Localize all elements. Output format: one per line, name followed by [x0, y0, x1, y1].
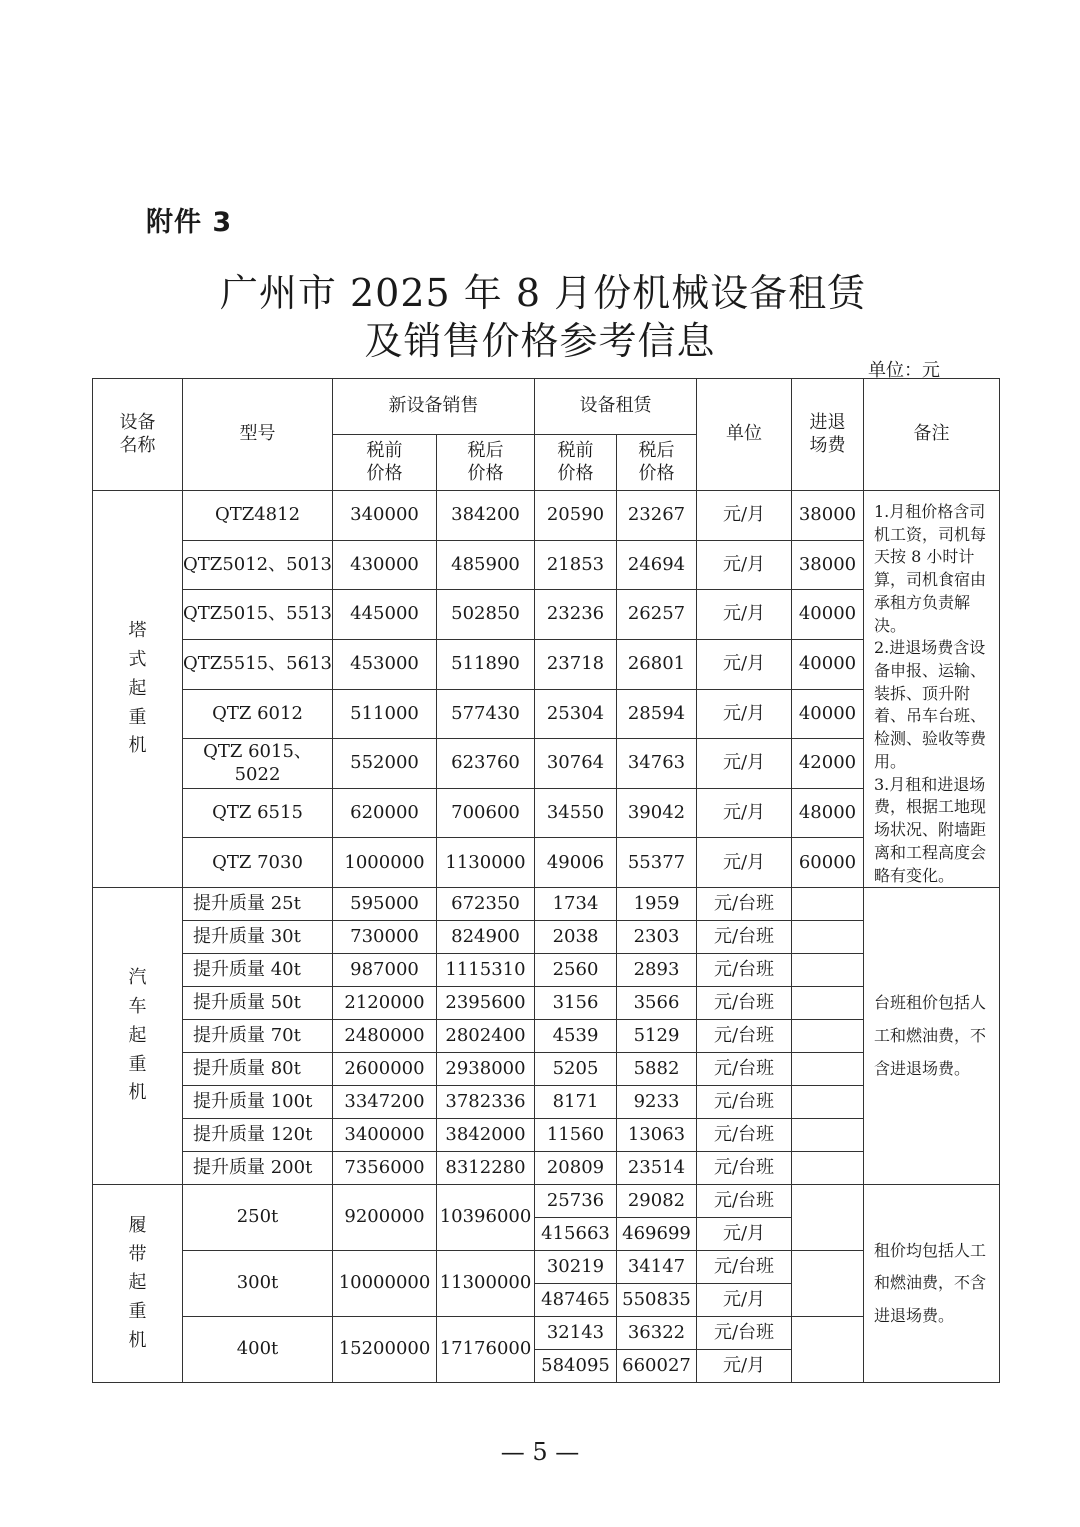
rent-pre-tax-cell: 34550 [535, 788, 617, 838]
table-row [93, 1086, 1000, 1119]
model-cell: QTZ 6015、5022 [183, 739, 333, 789]
header-remark: 备注 [864, 379, 1000, 491]
table-row [93, 1119, 1000, 1152]
header-equip-name: 设备 名称 [93, 379, 183, 491]
unit-cell: 元/台班 [697, 987, 792, 1020]
rent-post-tax-cell: 23267 [617, 491, 697, 541]
unit-cell: 元/台班 [697, 888, 792, 921]
rent-post-tax-cell: 55377 [617, 838, 697, 888]
page-title-line1: 广州市 2025 年 8 月份机械设备租赁 [219, 271, 867, 315]
sale-pre-tax-cell: 2600000 [333, 1053, 437, 1086]
rent-pre-tax-cell: 4539 [535, 1020, 617, 1053]
model-cell: QTZ5015、5513 [183, 590, 333, 640]
unit-cell: 元/月 [697, 739, 792, 789]
model-cell: 300t [183, 1251, 333, 1317]
sale-pre-tax-cell: 9200000 [333, 1185, 437, 1251]
sale-pre-tax-cell: 453000 [333, 639, 437, 689]
unit-cell: 元/台班 [697, 954, 792, 987]
sale-post-tax-cell: 8312280 [437, 1152, 535, 1185]
attachment-label: 附件 3 [146, 207, 233, 238]
price-table [92, 378, 1000, 1383]
rent-post-tax-cell: 28594 [617, 689, 697, 739]
entry-fee-cell: 48000 [792, 788, 864, 838]
rent-pre-tax-cell: 2560 [535, 954, 617, 987]
model-cell: 250t [183, 1185, 333, 1251]
rent-post-tax-cell: 2893 [617, 954, 697, 987]
remark-tower-crane: 1.月租价格含司机工资，司机每天按 8 小时计算，司机食宿由承租方负责解决。 2.进退场费含设备申报、运输、装拆、顶升附着、吊车台班、检测、验收等费用。 3.月租和进退场费，根据工地现场状况、附墙距离和工程高度会略有变化。 [864, 491, 1000, 888]
sale-post-tax-cell: 1130000 [437, 838, 535, 888]
unit-cell: 元/月 [697, 1350, 792, 1383]
sale-pre-tax-cell: 340000 [333, 491, 437, 541]
table-row [93, 1053, 1000, 1086]
table-row [93, 987, 1000, 1020]
header-model: 型号 [183, 379, 333, 491]
entry-fee-cell [792, 1053, 864, 1086]
entry-fee-cell [792, 1317, 864, 1383]
rent-pre-tax-cell: 20809 [535, 1152, 617, 1185]
entry-fee-cell [792, 987, 864, 1020]
rent-pre-tax-cell: 584095 [535, 1350, 617, 1383]
unit-cell: 元/月 [697, 540, 792, 590]
model-cell: 提升质量 40t [183, 954, 333, 987]
sale-pre-tax-cell: 511000 [333, 689, 437, 739]
table-row [93, 739, 1000, 789]
entry-fee-cell: 40000 [792, 689, 864, 739]
rent-pre-tax-cell: 5205 [535, 1053, 617, 1086]
sale-post-tax-cell: 485900 [437, 540, 535, 590]
model-cell: QTZ5012、5013 [183, 540, 333, 590]
model-cell: 提升质量 25t [183, 888, 333, 921]
sale-pre-tax-cell: 987000 [333, 954, 437, 987]
table-row [93, 954, 1000, 987]
unit-cell: 元/台班 [697, 1317, 792, 1350]
table-row [93, 1020, 1000, 1053]
table-body [93, 379, 1000, 1383]
rent-post-tax-cell: 23514 [617, 1152, 697, 1185]
sale-post-tax-cell: 10396000 [437, 1185, 535, 1251]
page-title-line2: 及销售价格参考信息 [364, 319, 716, 363]
rent-post-tax-cell: 1959 [617, 888, 697, 921]
entry-fee-cell [792, 1020, 864, 1053]
sale-pre-tax-cell: 7356000 [333, 1152, 437, 1185]
entry-fee-cell [792, 954, 864, 987]
table-row [93, 540, 1000, 590]
sale-pre-tax-cell: 2480000 [333, 1020, 437, 1053]
sale-pre-tax-cell: 430000 [333, 540, 437, 590]
unit-cell: 元/月 [697, 491, 792, 541]
model-cell: 400t [183, 1317, 333, 1383]
unit-cell: 元/月 [697, 838, 792, 888]
table-row [93, 788, 1000, 838]
sale-pre-tax-cell: 15200000 [333, 1317, 437, 1383]
entry-fee-cell [792, 888, 864, 921]
sale-post-tax-cell: 384200 [437, 491, 535, 541]
model-cell: QTZ 6012 [183, 689, 333, 739]
header-sale-post-tax: 税后 价格 [437, 435, 535, 491]
remark-truck-crane: 台班租价包括人工和燃油费，不含进退场费。 [864, 888, 1000, 1185]
entry-fee-cell: 38000 [792, 491, 864, 541]
rent-pre-tax-cell: 2038 [535, 921, 617, 954]
sale-post-tax-cell: 3782336 [437, 1086, 535, 1119]
category-tower-crane: 塔 式 起 重 机 [93, 491, 183, 888]
rent-post-tax-cell: 13063 [617, 1119, 697, 1152]
rent-pre-tax-cell: 415663 [535, 1218, 617, 1251]
sale-pre-tax-cell: 620000 [333, 788, 437, 838]
table-row [93, 838, 1000, 888]
unit-cell: 元/台班 [697, 1020, 792, 1053]
sale-pre-tax-cell: 445000 [333, 590, 437, 640]
entry-fee-cell [792, 1251, 864, 1317]
rent-post-tax-cell: 2303 [617, 921, 697, 954]
rent-post-tax-cell: 29082 [617, 1185, 697, 1218]
model-cell: 提升质量 200t [183, 1152, 333, 1185]
sale-post-tax-cell: 2395600 [437, 987, 535, 1020]
sale-post-tax-cell: 2938000 [437, 1053, 535, 1086]
sale-post-tax-cell: 511890 [437, 639, 535, 689]
entry-fee-cell: 40000 [792, 639, 864, 689]
sale-pre-tax-cell: 3347200 [333, 1086, 437, 1119]
sale-post-tax-cell: 700600 [437, 788, 535, 838]
rent-pre-tax-cell: 30219 [535, 1251, 617, 1284]
unit-label: 单位：元 [868, 360, 940, 381]
rent-post-tax-cell: 26257 [617, 590, 697, 640]
unit-cell: 元/台班 [697, 1053, 792, 1086]
rent-pre-tax-cell: 23718 [535, 639, 617, 689]
sale-pre-tax-cell: 595000 [333, 888, 437, 921]
table-row [93, 888, 1000, 921]
rent-pre-tax-cell: 20590 [535, 491, 617, 541]
model-cell: QTZ4812 [183, 491, 333, 541]
table-row [93, 921, 1000, 954]
model-cell: 提升质量 70t [183, 1020, 333, 1053]
model-cell: 提升质量 80t [183, 1053, 333, 1086]
unit-cell: 元/台班 [697, 1086, 792, 1119]
rent-pre-tax-cell: 25736 [535, 1185, 617, 1218]
model-cell: 提升质量 50t [183, 987, 333, 1020]
entry-fee-cell [792, 1152, 864, 1185]
unit-cell: 元/台班 [697, 1119, 792, 1152]
rent-post-tax-cell: 34763 [617, 739, 697, 789]
rent-post-tax-cell: 5129 [617, 1020, 697, 1053]
sale-pre-tax-cell: 1000000 [333, 838, 437, 888]
unit-cell: 元/月 [697, 639, 792, 689]
sale-post-tax-cell: 672350 [437, 888, 535, 921]
entry-fee-cell [792, 1086, 864, 1119]
header-unit: 单位 [697, 379, 792, 491]
table-row [93, 1185, 1000, 1218]
rent-pre-tax-cell: 11560 [535, 1119, 617, 1152]
header-rent-post-tax: 税后 价格 [617, 435, 697, 491]
rent-pre-tax-cell: 32143 [535, 1317, 617, 1350]
model-cell: QTZ 6515 [183, 788, 333, 838]
sale-post-tax-cell: 2802400 [437, 1020, 535, 1053]
sale-post-tax-cell: 11300000 [437, 1251, 535, 1317]
model-cell: 提升质量 120t [183, 1119, 333, 1152]
rent-pre-tax-cell: 25304 [535, 689, 617, 739]
rent-pre-tax-cell: 23236 [535, 590, 617, 640]
table-row [93, 1152, 1000, 1185]
unit-cell: 元/月 [697, 1284, 792, 1317]
rent-post-tax-cell: 469699 [617, 1218, 697, 1251]
table-row [93, 1317, 1000, 1350]
sale-pre-tax-cell: 3400000 [333, 1119, 437, 1152]
unit-cell: 元/台班 [697, 1185, 792, 1218]
header-entry-fee: 进退 场费 [792, 379, 864, 491]
rent-post-tax-cell: 34147 [617, 1251, 697, 1284]
sale-pre-tax-cell: 730000 [333, 921, 437, 954]
sale-pre-tax-cell: 10000000 [333, 1251, 437, 1317]
rent-post-tax-cell: 36322 [617, 1317, 697, 1350]
rent-post-tax-cell: 3566 [617, 987, 697, 1020]
rent-post-tax-cell: 26801 [617, 639, 697, 689]
remark-crawler-crane: 租价均包括人工和燃油费，不含进退场费。 [864, 1185, 1000, 1383]
table-row [93, 590, 1000, 640]
unit-cell: 元/月 [697, 689, 792, 739]
sale-pre-tax-cell: 2120000 [333, 987, 437, 1020]
sale-post-tax-cell: 824900 [437, 921, 535, 954]
sale-post-tax-cell: 623760 [437, 739, 535, 789]
model-cell: QTZ5515、5613 [183, 639, 333, 689]
entry-fee-cell [792, 1185, 864, 1251]
page-number: — 5 — [500, 1438, 580, 1466]
table-row [93, 491, 1000, 541]
sale-post-tax-cell: 1115310 [437, 954, 535, 987]
rent-post-tax-cell: 660027 [617, 1350, 697, 1383]
unit-cell: 元/台班 [697, 1152, 792, 1185]
unit-cell: 元/月 [697, 788, 792, 838]
table-row [93, 639, 1000, 689]
unit-cell: 元/台班 [697, 921, 792, 954]
rent-post-tax-cell: 39042 [617, 788, 697, 838]
entry-fee-cell [792, 1119, 864, 1152]
category-crawler-crane: 履 带 起 重 机 [93, 1185, 183, 1383]
sale-post-tax-cell: 3842000 [437, 1119, 535, 1152]
entry-fee-cell: 40000 [792, 590, 864, 640]
category-truck-crane: 汽 车 起 重 机 [93, 888, 183, 1185]
model-cell: 提升质量 100t [183, 1086, 333, 1119]
rent-pre-tax-cell: 8171 [535, 1086, 617, 1119]
header-new-sale: 新设备销售 [333, 379, 535, 435]
table-row [93, 689, 1000, 739]
rent-post-tax-cell: 9233 [617, 1086, 697, 1119]
model-cell: 提升质量 30t [183, 921, 333, 954]
sale-pre-tax-cell: 552000 [333, 739, 437, 789]
rent-post-tax-cell: 550835 [617, 1284, 697, 1317]
unit-cell: 元/月 [697, 590, 792, 640]
sale-post-tax-cell: 577430 [437, 689, 535, 739]
entry-fee-cell: 60000 [792, 838, 864, 888]
unit-cell: 元/台班 [697, 1251, 792, 1284]
sale-post-tax-cell: 502850 [437, 590, 535, 640]
model-cell: QTZ 7030 [183, 838, 333, 888]
entry-fee-cell: 38000 [792, 540, 864, 590]
header-rent-pre-tax: 税前 价格 [535, 435, 617, 491]
rent-pre-tax-cell: 3156 [535, 987, 617, 1020]
sale-post-tax-cell: 17176000 [437, 1317, 535, 1383]
header-rental: 设备租赁 [535, 379, 697, 435]
unit-cell: 元/月 [697, 1218, 792, 1251]
rent-pre-tax-cell: 49006 [535, 838, 617, 888]
rent-post-tax-cell: 24694 [617, 540, 697, 590]
rent-pre-tax-cell: 1734 [535, 888, 617, 921]
rent-pre-tax-cell: 487465 [535, 1284, 617, 1317]
header-sale-pre-tax: 税前 价格 [333, 435, 437, 491]
entry-fee-cell: 42000 [792, 739, 864, 789]
rent-post-tax-cell: 5882 [617, 1053, 697, 1086]
rent-pre-tax-cell: 30764 [535, 739, 617, 789]
rent-pre-tax-cell: 21853 [535, 540, 617, 590]
entry-fee-cell [792, 921, 864, 954]
table-row [93, 1251, 1000, 1284]
